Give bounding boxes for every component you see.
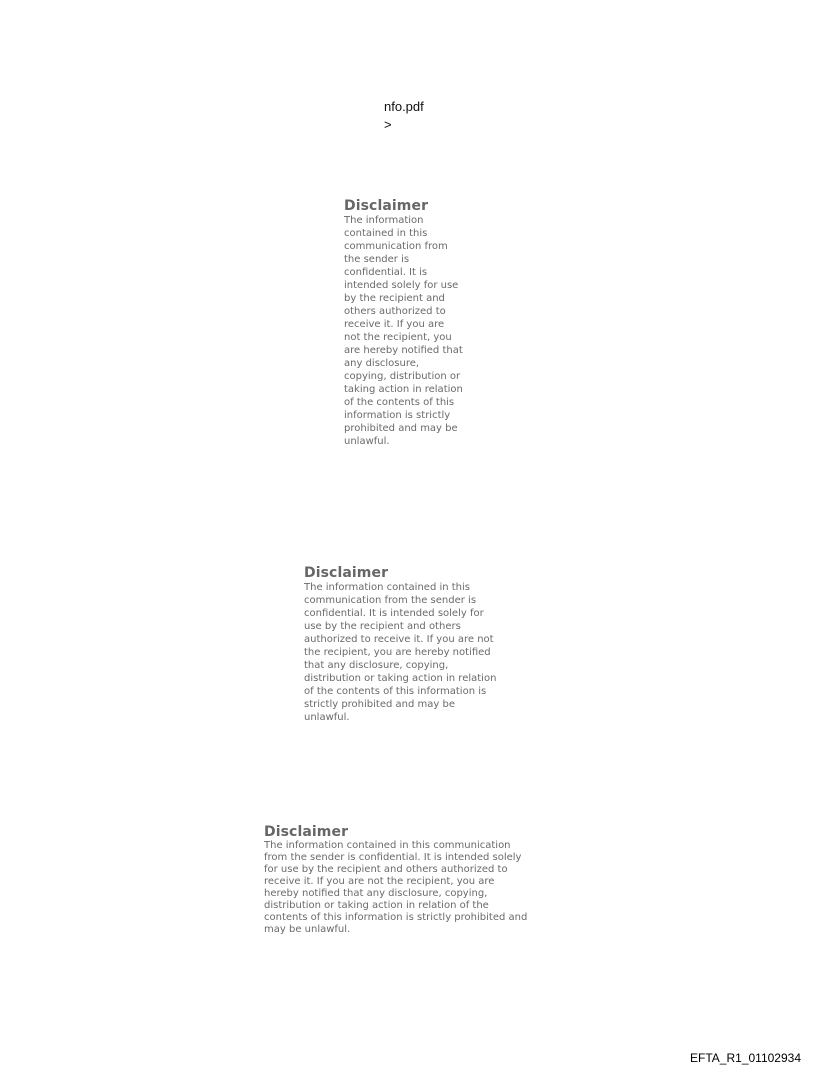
disclaimer-block-narrow	[344, 199, 463, 448]
disclaimer-body: The information contained in this communication from the sender is confidential. It is intended solely for use by the recipient and others authorized to receive it. If you are not the recipient, you are hereby notified that any disclosure, copying, distribution or taking action in relation of the contents of this information is strictly prohibited and may be unlawful.	[344, 215, 463, 447]
disclaimer-body: The information contained in this communication from the sender is confidential. It is intended solely for use by the recipient and others authorized to receive it. If you are not the recipient, you are hereby notified that any disclosure, copying, distribution or taking action in relation of the contents of this information is strictly prohibited and may be unlawful.	[264, 840, 528, 935]
disclaimer-heading: Disclaimer	[304, 565, 389, 581]
disclaimer-body: The information contained in this communication from the sender is confidential. It is intended solely for use by the recipient and others authorized to receive it. If you are not the recipient, you are hereby notified that any disclosure, copying, distribution or taking action in relation of the contents of this information is strictly prohibited and may be unlawful.	[304, 582, 497, 723]
disclaimer-heading: Disclaimer	[344, 198, 429, 214]
attachment-filename-fragment: nfo.pdf	[384, 99, 424, 114]
attachment-arrow-fragment: >	[384, 117, 392, 132]
disclaimer-block-wide	[264, 825, 527, 936]
disclaimer-block-medium	[304, 566, 496, 724]
document-page-id: EFTA_R1_01102934	[690, 1051, 801, 1065]
disclaimer-heading: Disclaimer	[264, 824, 349, 840]
